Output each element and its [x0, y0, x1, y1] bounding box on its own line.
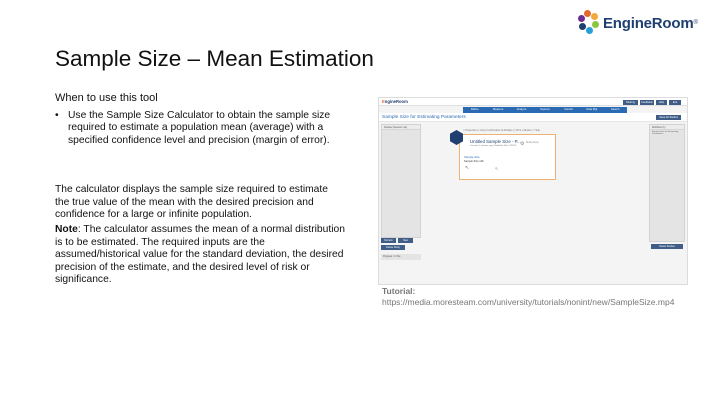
logo-dot — [586, 27, 593, 34]
logo-registered-mark: ® — [693, 20, 698, 26]
logo-dot — [592, 21, 599, 28]
note-text: : The calculator assumes the mean of a normal distribution is to be estimated. The required inputs are the assumed/historical value for the standard deviation, the desired precision of the estimate, and the desired level of risk or significance. — [55, 224, 345, 286]
study-card[interactable] — [459, 134, 556, 180]
workflow-item[interactable]: Sample Size for Estimating Parameters — [652, 131, 679, 135]
bullet-item — [55, 110, 345, 148]
sample-size-value: Sample Size 146 — [464, 160, 484, 163]
app-screenshot — [378, 97, 688, 285]
logo-dot — [584, 10, 591, 17]
tab-control[interactable]: Control — [564, 108, 573, 111]
bullet-text: Use the Sample Size Calculator to obtain the sample size required to estimate a population mean (average) with a specified confidence level and precision (margin of error). — [68, 109, 331, 146]
app-logo: EngineRoom — [382, 99, 408, 104]
tutorial-label: Tutorial: — [382, 286, 416, 296]
engineroom-logo — [578, 10, 698, 36]
tab-improve[interactable]: Improve — [540, 108, 550, 111]
studies-panel-title: Studies (Session List) — [382, 125, 420, 130]
gear-icon[interactable]: ⚙ — [520, 141, 525, 147]
study-setup-label[interactable]: Study Setup — [526, 142, 539, 144]
studies-buttons — [381, 238, 413, 243]
text-column — [55, 92, 345, 286]
bullet-icon: • — [55, 109, 59, 121]
delete-study-button[interactable]: Delete Study — [381, 245, 405, 250]
tutorial-link[interactable]: https://media.moresteam.com/university/tutorials/nonint/new/SampleSize.mp4 — [382, 296, 675, 307]
tab-measure[interactable]: Measure — [492, 108, 504, 111]
app-header-title: Sample Size for Estimating Parameters — [382, 115, 466, 120]
tab-analyze[interactable]: Analyze — [516, 108, 527, 111]
study-toolbar[interactable]: □ Properties ⎘ Copy Confirmation ▣ Multiple ⎙ Print ⊞ Model ⓘ Help — [463, 129, 540, 132]
note-label: Note — [55, 224, 78, 235]
app-topbar — [379, 98, 687, 106]
tab-define[interactable]: Define — [470, 108, 479, 111]
tab-data-mgt[interactable]: Data Mgt — [586, 108, 598, 111]
studies-status: Progress: 1 / File — [381, 254, 421, 260]
exit-button[interactable]: Exit — [669, 100, 681, 105]
tab-search[interactable]: Search — [610, 108, 620, 111]
delete-studies-button[interactable]: Delete Studies — [651, 244, 683, 249]
feedback-button[interactable]: Feedback — [641, 100, 653, 104]
logo-text: EngineRoom — [603, 14, 694, 32]
study-card-title[interactable]: Untitled Sample Size - P... — [470, 139, 521, 144]
note-paragraph — [55, 224, 345, 287]
paragraph: The calculator displays the sample size required to estimate the true value of the mean with the desired precision and confidence for a large or infinite population. — [55, 184, 328, 221]
cursor-icon: ↖ — [465, 165, 470, 171]
studies-panel — [381, 124, 421, 238]
help-button[interactable]: Help — [656, 100, 667, 105]
page-title: Sample Size – Mean Estimation — [55, 46, 374, 71]
logo-dot — [579, 23, 586, 30]
workflow-panel — [649, 124, 685, 242]
pointer-icon: ↖ — [495, 166, 499, 171]
subtitle: When to use this tool — [55, 92, 158, 104]
workflow-panel-title: Workflow (1) — [650, 125, 684, 130]
sharing-button[interactable]: Sharing — [623, 100, 638, 105]
app-header — [379, 113, 687, 122]
tutorial — [382, 286, 674, 307]
logo-dot — [591, 13, 598, 20]
study-card-section: Sample Size — [464, 155, 480, 159]
save-all-button[interactable]: Save All Studies — [656, 115, 681, 120]
new-button[interactable]: New — [398, 238, 413, 243]
refresh-button[interactable]: Refresh — [381, 238, 396, 243]
logo-dot — [578, 15, 585, 22]
study-card-meta: Created: 1 minutes ago | Modified: Mar 17/2015 — [470, 145, 517, 147]
logo-dots-icon — [578, 10, 600, 36]
